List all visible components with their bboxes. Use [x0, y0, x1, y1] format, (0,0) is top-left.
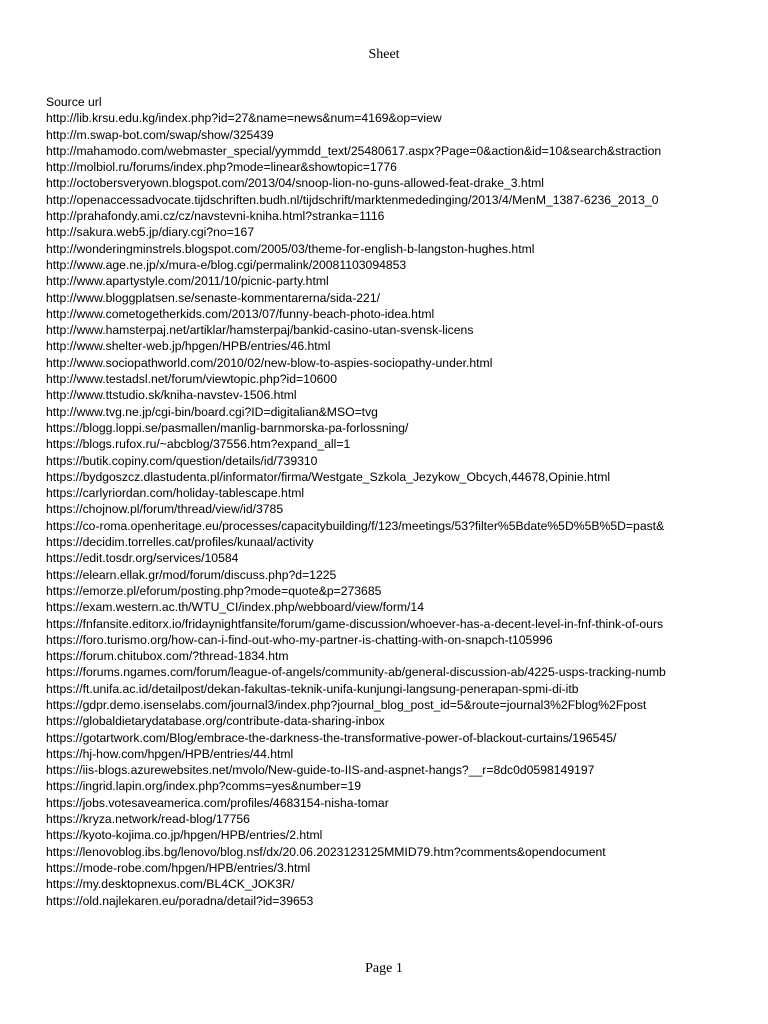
url-row: https://forum.chitubox.com/?thread-1834.htm	[46, 649, 289, 664]
url-row: http://lib.krsu.edu.kg/index.php?id=27&name=news&num=4169&op=view	[46, 111, 442, 126]
url-row: https://jobs.votesaveamerica.com/profiles/4683154-nisha-tomar	[46, 795, 389, 810]
url-row: https://carlyriordan.com/holiday-tablescape.html	[46, 486, 305, 501]
url-row: https://blogg.loppi.se/pasmallen/manlig-barnmorska-pa-forlossning/	[46, 420, 409, 435]
url-row: http://www.testadsl.net/forum/viewtopic.php?id=10600	[46, 372, 337, 387]
url-row: https://butik.copiny.com/question/details/id/739310	[46, 453, 318, 468]
column-header: Source url	[46, 95, 102, 109]
url-row: https://edit.tosdr.org/services/10584	[46, 551, 239, 566]
page-footer-number: Page 1	[365, 961, 403, 976]
url-row: http://openaccessadvocate.tijdschriften.budh.nl/tijdschrift/marktenmededinging/2013/4/MenM_1387-6236_2013_0	[46, 192, 659, 207]
url-row: https://fnfansite.editorx.io/fridaynightfansite/forum/game-discussion/whoever-has-a-decent-level-in-fnf-think-of-ours	[46, 616, 664, 631]
url-row: http://www.ttstudio.sk/kniha-navstev-1506.html	[46, 388, 297, 403]
url-row: http://octobersveryown.blogspot.com/2013/04/snoop-lion-no-guns-allowed-feat-drake_3.html	[46, 176, 544, 191]
url-row: https://co-roma.openheritage.eu/processes/capacitybuilding/f/123/meetings/53?filter%5Bdate%5D%5B%5D=past&	[46, 518, 665, 533]
url-row: http://www.bloggplatsen.se/senaste-kommentarerna/sida-221/	[46, 290, 380, 305]
url-row: http://www.apartystyle.com/2011/10/picnic-party.html	[46, 274, 329, 289]
url-row: http://www.sociopathworld.com/2010/02/new-blow-to-aspies-sociopathy-under.html	[46, 355, 493, 370]
url-row: https://my.desktopnexus.com/BL4CK_JOK3R/	[46, 877, 295, 892]
url-row: https://blogs.rufox.ru/~abcblog/37556.htm?expand_all=1	[46, 437, 351, 452]
url-row: https://kyoto-kojima.co.jp/hpgen/HPB/entries/2.html	[46, 828, 323, 843]
url-row: http://sakura.web5.jp/diary.cgi?no=167	[46, 225, 255, 240]
url-row: https://emorze.pl/eforum/posting.php?mode=quote&p=273685	[46, 583, 382, 598]
url-row: https://globaldietarydatabase.org/contribute-data-sharing-inbox	[46, 714, 385, 729]
url-row: https://old.najlekaren.eu/poradna/detail?id=39653	[46, 893, 314, 908]
url-row: https://forums.ngames.com/forum/league-of-angels/community-ab/general-discussion-ab/4225-usps-tracking-numb	[46, 665, 666, 680]
url-row: http://wonderingminstrels.blogspot.com/2005/03/theme-for-english-b-langston-hughes.html	[46, 241, 535, 256]
url-row: http://www.shelter-web.jp/hpgen/HPB/entries/46.html	[46, 339, 331, 354]
url-row: https://chojnow.pl/forum/thread/view/id/3785	[46, 502, 284, 517]
url-row: https://foro.turismo.org/how-can-i-find-out-who-my-partner-is-chatting-with-on-snapch-t105996	[46, 632, 553, 647]
url-row: https://decidim.torrelles.cat/profiles/kunaal/activity	[46, 535, 314, 550]
page-header-title: Sheet	[368, 47, 400, 62]
url-row: http://mahamodo.com/webmaster_special/yymmdd_text/25480617.aspx?Page=0&action&id=10&search&straction	[46, 143, 662, 158]
url-row: https://ft.unifa.ac.id/detailpost/dekan-fakultas-teknik-unifa-kunjungi-langsung-penerapan-spmi-di-itb	[46, 681, 579, 696]
url-row: https://ingrid.lapin.org/index.php?comms=yes&number=19	[46, 779, 362, 794]
url-row: http://www.cometogetherkids.com/2013/07/funny-beach-photo-idea.html	[46, 306, 435, 321]
url-row: http://www.hamsterpaj.net/artiklar/hamsterpaj/bankid-casino-utan-svensk-licens	[46, 323, 474, 338]
url-row: https://gdpr.demo.isenselabs.com/journal3/index.php?journal_blog_post_id=5&route=journal3%2Fblog%2Fpost	[46, 697, 647, 712]
url-row: http://m.swap-bot.com/swap/show/325439	[46, 127, 274, 142]
url-row: http://www.tvg.ne.jp/cgi-bin/board.cgi?ID=digitalian&MSO=tvg	[46, 404, 378, 419]
url-row: https://bydgoszcz.dlastudenta.pl/informator/firma/Westgate_Szkola_Jezykow_Obcych,44678,Opinie.html	[46, 469, 611, 484]
url-row: https://elearn.ellak.gr/mod/forum/discuss.php?d=1225	[46, 567, 337, 582]
url-row: https://lenovoblog.ibs.bg/lenovo/blog.nsf/dx/20.06.2023123125MMID79.htm?comments&opendocument	[46, 844, 606, 859]
url-row: http://www.age.ne.jp/x/mura-e/blog.cgi/permalink/20081103094853	[46, 257, 407, 272]
url-row: https://iis-blogs.azurewebsites.net/mvolo/New-guide-to-IIS-and-aspnet-hangs?__r=8dc0d0598149197	[46, 763, 595, 778]
url-row: https://hj-how.com/hpgen/HPB/entries/44.html	[46, 746, 294, 761]
url-row: https://mode-robe.com/hpgen/HPB/entries/3.html	[46, 860, 311, 875]
url-row: https://exam.western.ac.th/WTU_CI/index.php/webboard/view/form/14	[46, 600, 424, 615]
url-row: https://kryza.network/read-blog/17756	[46, 812, 250, 827]
url-row: https://gotartwork.com/Blog/embrace-the-darkness-the-transformative-power-of-blackout-curtains/196545/	[46, 730, 617, 745]
spreadsheet-column	[46, 94, 683, 909]
url-row: http://prahafondy.ami.cz/cz/navstevni-kniha.html?stranka=1116	[46, 209, 385, 224]
url-row: http://molbiol.ru/forums/index.php?mode=linear&showtopic=1776	[46, 160, 397, 175]
